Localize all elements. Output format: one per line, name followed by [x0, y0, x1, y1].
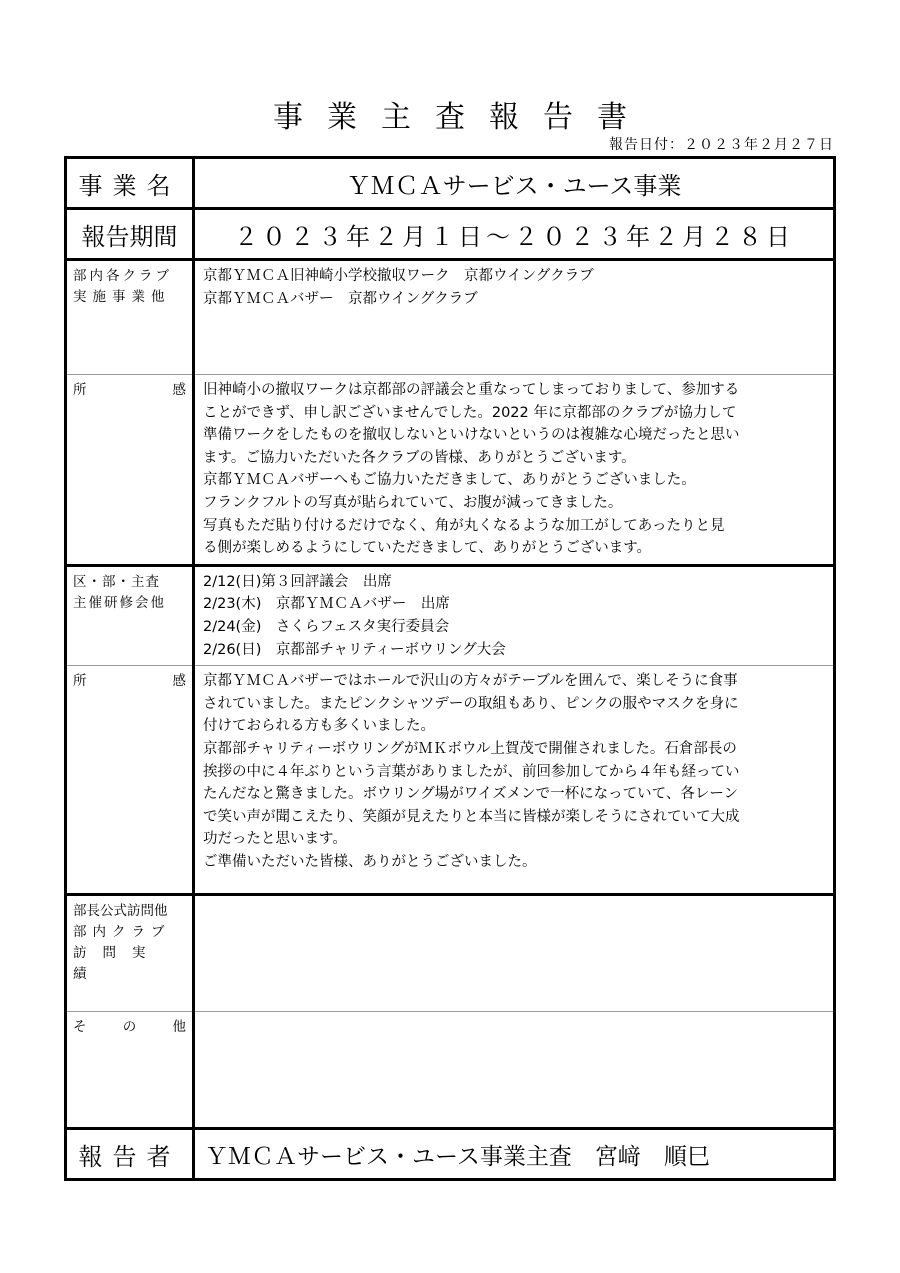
- impression2-row: [66, 666, 835, 895]
- visits-content: [194, 895, 835, 1012]
- impression1-content: [194, 375, 835, 566]
- meetings-label: [66, 565, 194, 665]
- impression1-line: ことができず、申し訳ございませんでした。2022 年に京都部のクラブが協力して: [203, 404, 737, 421]
- reporter-name: ＹＭＣＡサービス・ユース事業主査 宮﨑 順巳: [205, 1143, 710, 1170]
- other-row: [66, 1012, 835, 1129]
- impression2-label-right: 感: [172, 673, 186, 690]
- period-value: ２０２３年２月１日～２０２３年２月２８日: [194, 209, 835, 260]
- period-label: 報告期間: [66, 209, 194, 260]
- club-activities-label-text2: 実施事業他: [73, 289, 171, 305]
- reporter-row: [66, 1129, 835, 1180]
- meetings-label-line1: [73, 572, 186, 593]
- impression2-line: 挨拶の中に４年ぶりという言葉がありましたが、前回参加してから４年も経ってい: [203, 763, 740, 780]
- visits-label-text3: 訪問実績: [73, 945, 162, 983]
- impression2-content: [194, 666, 835, 895]
- impression1-line: フランクフルトの写真が貼られていて、お腹が減ってきました。: [203, 494, 623, 511]
- impression1-label-left: 所: [73, 382, 87, 398]
- club-activities-content: [194, 260, 835, 375]
- impression1-label-right: 感: [172, 382, 186, 398]
- impression2-line: されていました。またピンクシャツデーの取組もあり、ピンクの服やマスクを身に: [203, 695, 739, 712]
- club-activity-line: 京都ＹＭＣＡ旧神崎小学校撤収ワーク 京都ウイングクラブ: [203, 268, 594, 284]
- reporter-label: 報告者: [66, 1129, 194, 1180]
- visits-label-text2: 部内クラブ: [73, 924, 171, 941]
- report-date: 報告日付：２０２３年２月２７日: [609, 137, 834, 153]
- visits-label: [66, 895, 194, 1012]
- visits-label-line2: [73, 922, 186, 943]
- other-content: [194, 1012, 835, 1129]
- impression2-line: 京都部チャリティーボウリングがＭＫボウル上賀茂で開催されました。石倉部長の: [203, 740, 737, 757]
- meetings-label-text2: 主催研修会他: [73, 594, 166, 611]
- meetings-row: [66, 565, 835, 665]
- business-name: ＹＭＣＡサービス・ユース事業: [194, 158, 835, 209]
- impression1-line: 写真もただ貼り付けるだけでなく、角が丸くなるような加工がしてあったりと見: [203, 517, 725, 534]
- visits-label-line3: [73, 943, 186, 985]
- impression1-line: 準備ワークをしたものを撤収しないといけないというのは複雑な心境だったと思い: [203, 427, 740, 444]
- period-row: [66, 209, 835, 260]
- other-label-a: そ: [73, 1019, 87, 1036]
- impression1-row: [66, 375, 835, 566]
- club-activities-label-line2: [73, 287, 186, 308]
- impression2-line: 京都ＹＭＣＡバザーではホールで沢山の方々がテーブルを囲んで、楽しそうに食事: [203, 673, 738, 690]
- impression1-label: [66, 375, 194, 566]
- impression1-line: 京都ＹＭＣＡバザーへもご協力いただきまして、ありがとうございました。: [203, 472, 696, 489]
- document-title: 事業主査報告書: [273, 100, 651, 135]
- meeting-line: 2/12(日)第３回評議会 出席: [203, 573, 392, 590]
- other-label-b: の: [122, 1019, 137, 1036]
- visits-row: [66, 895, 835, 1012]
- impression2-label: [66, 666, 194, 895]
- meetings-label-text1: 区・部・主査: [73, 573, 160, 590]
- meeting-line: 2/26(日) 京都部チャリティーボウリング大会: [203, 641, 506, 658]
- impression2-line: で笑い声が聞こえたり、笑顔が見えたりと本当に皆様が楽しそうにされていて大成: [203, 808, 740, 825]
- impression2-label-left: 所: [73, 673, 87, 690]
- impression1-line: ます。ご協力いただいた各クラブの皆様、ありがとうございます。: [203, 449, 636, 466]
- impression2-line: 功だったと思います。: [203, 831, 347, 848]
- meeting-line: 2/24(金) さくらフェスタ実行委員会: [203, 618, 450, 635]
- impression2-line: ご準備いただいた皆様、ありがとうございました。: [203, 853, 537, 870]
- visits-label-line1: 部長公式訪問他: [73, 903, 168, 920]
- club-activity-line: 京都ＹＭＣＡバザー 京都ウイングクラブ: [203, 290, 478, 307]
- impression2-line: 付けておられる方も多くいました。: [203, 718, 435, 735]
- meetings-content: [194, 565, 835, 665]
- report-table: [64, 156, 836, 1181]
- other-label-c: 他: [172, 1019, 186, 1036]
- impression1-line: る側が楽しめるようにしていただきまして、ありがとうございます。: [203, 540, 652, 557]
- club-activities-label: [66, 260, 194, 375]
- club-activities-label-line1: [73, 266, 186, 287]
- club-activities-label-text1: 部内各クラブ: [73, 268, 172, 284]
- business-label: 事業名: [66, 158, 194, 209]
- meetings-label-line2: [73, 593, 186, 614]
- meeting-line: 2/23(木) 京都ＹＭＣＡバザー 出席: [203, 596, 450, 613]
- impression1-line: 旧神崎小の撤収ワークは京都部の評議会と重なってしまっておりまして、参加する: [203, 382, 740, 398]
- club-activities-row: [66, 260, 835, 375]
- other-label: [66, 1012, 194, 1129]
- business-row: [66, 158, 835, 209]
- impression2-line: たんだなと驚きました。ボウリング場がワイズメンで一杯になっていて、各レーン: [203, 786, 739, 803]
